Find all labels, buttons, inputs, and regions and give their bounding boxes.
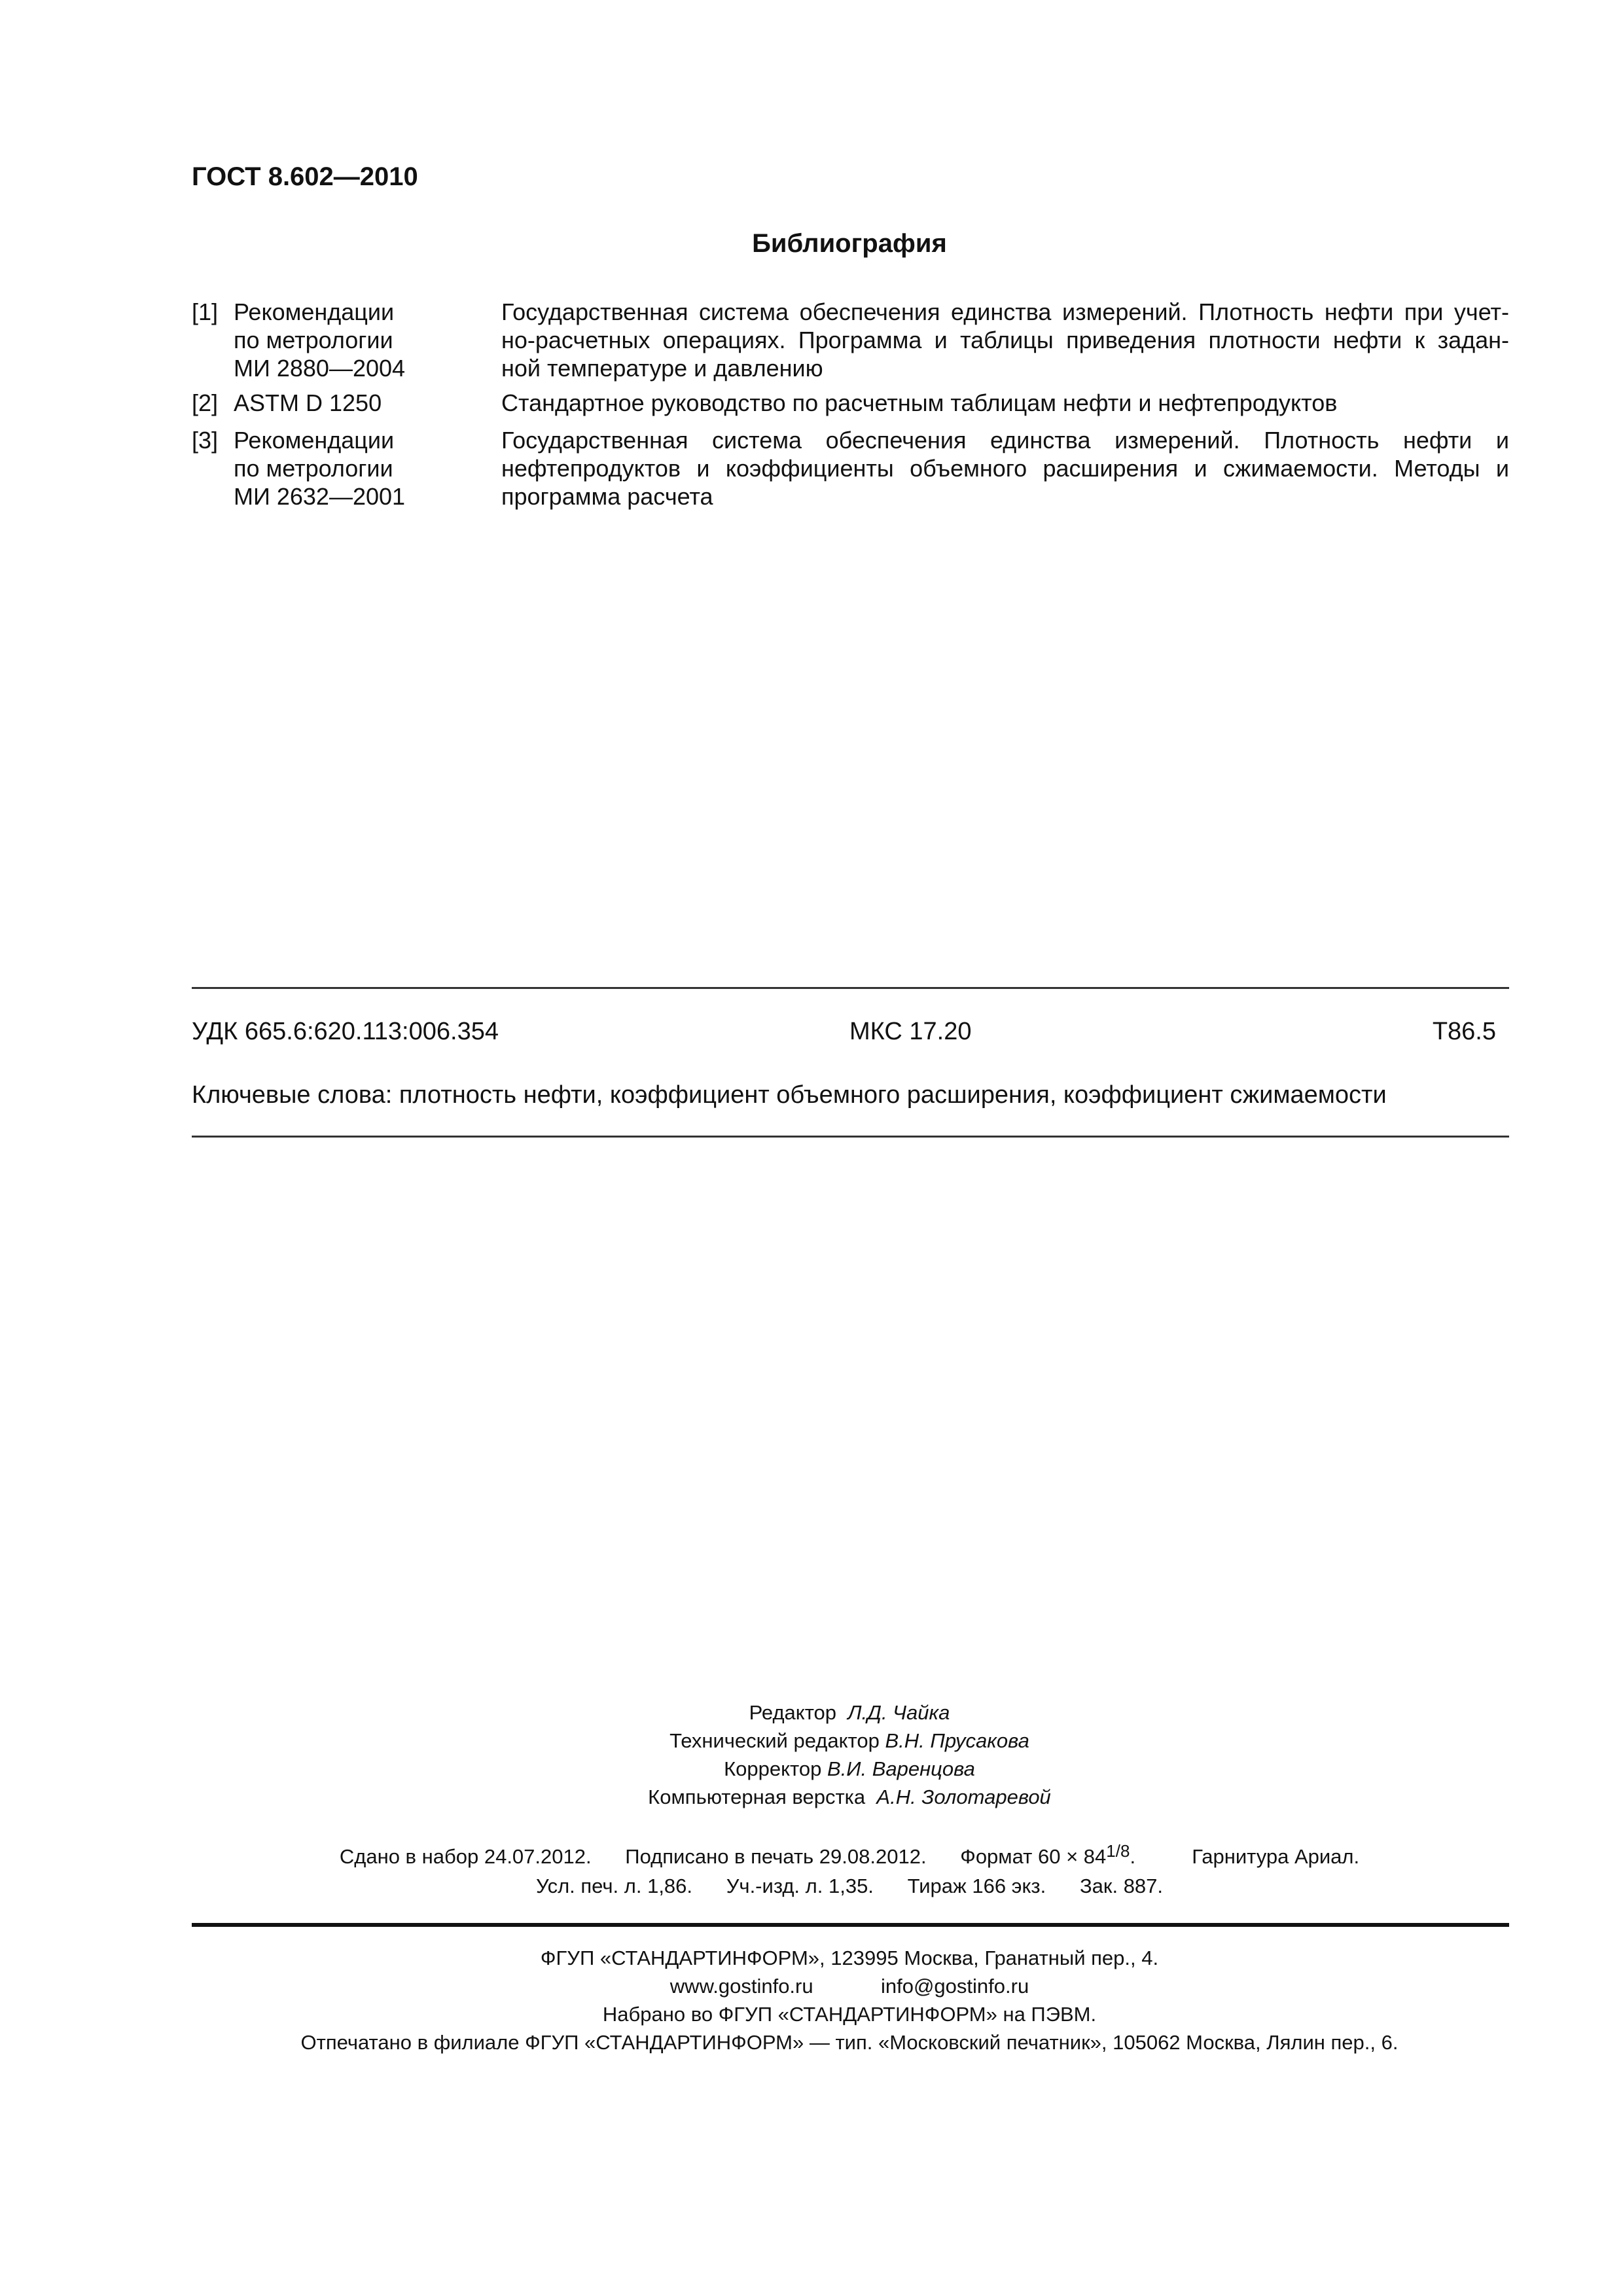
publication-sheets: Уч.-изд. л. 1,35. — [726, 1874, 874, 1897]
tech-editor-name: В.Н. Прусакова — [885, 1729, 1029, 1752]
editor-line — [0, 1698, 1623, 1727]
entry-type-continued: по метрологии — [234, 327, 393, 353]
bibliography-entry-2-source — [192, 389, 427, 417]
layout-label: Компьютерная верстка — [648, 1785, 866, 1808]
bibliography-title: Библиография — [752, 229, 947, 258]
entry-code: МИ 2632—2001 — [234, 483, 406, 510]
description-line: нефтепродуктов и коэффициенты объемного расширения и сжимаемости. Методы и — [501, 455, 1509, 482]
publisher-contacts — [0, 1972, 1623, 2000]
typeset-note: Набрано во ФГУП «СТАНДАРТИНФОРМ» на ПЭВМ. — [602, 2003, 1097, 2026]
entry-type-continued: по метрологии — [234, 455, 393, 482]
printed-note: Отпечатано в филиале ФГУП «СТАНДАРТИНФОРМ» — тип. «Московский печатник», 105062 Москва, Лялин пер., 6. — [300, 2031, 1399, 2054]
top-divider — [192, 987, 1509, 989]
description-line: Государственная система обеспечения единства измерений. Плотность нефти и — [501, 427, 1509, 454]
description-line: Стандартное руководство по расчетным таблицам нефти и нефтепродуктов — [501, 389, 1338, 416]
bibliography-entry-1-description — [501, 298, 1509, 382]
layout-name: А.Н. Золотаревой — [876, 1785, 1051, 1808]
bibliography-entry-1-source — [192, 298, 427, 382]
entry-code: МИ 2880—2004 — [234, 355, 406, 382]
entry-number: [1] — [192, 298, 219, 325]
bottom-divider — [192, 1136, 1509, 1138]
entry-number: [2] — [192, 389, 219, 416]
keywords: Ключевые слова: плотность нефти, коэффициент объемного расширения, коэффициент сжимаемости — [192, 1081, 1387, 1109]
bibliography-entry-3-description — [501, 426, 1509, 511]
corrector-line — [0, 1755, 1623, 1783]
bibliography-entry-3-source — [192, 426, 427, 511]
entry-type: Рекомендации — [234, 298, 395, 325]
publication-info-row-1: Сдано в набор 24.07.2012. Подписано в печать 29.08.2012. Формат $60 \times 84^{1/8}$. Гарнитура Ариал. — [339, 1841, 1360, 1868]
description-line: Государственная система обеспечения единства измерений. Плотность нефти при учет- — [501, 298, 1509, 325]
mks-code: МКС 17.20 — [849, 1018, 972, 1045]
entry-number: [3] — [192, 427, 219, 454]
publication-info-row-2 — [0, 1872, 1623, 1900]
udk-code: УДК 665.6:620.113:006.354 — [192, 1018, 499, 1045]
signed-date: Подписано в печать 29.08.2012. — [625, 1845, 927, 1868]
editor-label: Редактор — [749, 1701, 837, 1724]
email-link[interactable]: info@gostinfo.ru — [880, 1975, 1029, 1998]
entry-type: ASTM D 1250 — [234, 389, 382, 416]
tech-editor-label: Технический редактор — [669, 1729, 880, 1752]
description-line: программа расчета — [501, 483, 713, 510]
imprint-divider — [192, 1923, 1509, 1927]
print-run: Тираж 166 экз. — [907, 1874, 1046, 1897]
format: Формат 60 × 84 — [960, 1845, 1107, 1868]
publisher-address: ФГУП «СТАНДАРТИНФОРМ», 123995 Москва, Гранатный пер., 4. — [540, 1946, 1159, 1969]
submitted-date: Сдано в набор 24.07.2012. — [339, 1845, 592, 1868]
typeface: Гарнитура Ариал. — [1192, 1845, 1360, 1868]
website-link[interactable]: www.gostinfo.ru — [669, 1975, 813, 1998]
publisher-block — [0, 1944, 1623, 2056]
entry-type: Рекомендации — [234, 427, 395, 454]
standard-number: ГОСТ 8.602—2010 — [192, 162, 418, 191]
editor-name: Л.Д. Чайка — [847, 1701, 950, 1724]
corrector-name: В.И. Варенцова — [827, 1757, 975, 1780]
format-fraction: 1/8 — [1106, 1841, 1130, 1861]
bibliography-entry-2-description — [501, 389, 1509, 417]
description-line: ной температуре и давлению — [501, 355, 823, 382]
description-line: но-расчетных операциях. Программа и таблицы приведения плотности нефти к задан- — [501, 327, 1509, 353]
print-sheets: Усл. печ. л. 1,86. — [535, 1874, 693, 1897]
okp-code: Т86.5 — [1432, 1018, 1496, 1045]
corrector-label: Корректор — [724, 1757, 822, 1780]
tech-editor-line — [0, 1727, 1623, 1755]
layout-line — [0, 1783, 1623, 1811]
order-number: Зак. 887. — [1079, 1874, 1164, 1897]
imprint-credits — [0, 1698, 1623, 1811]
